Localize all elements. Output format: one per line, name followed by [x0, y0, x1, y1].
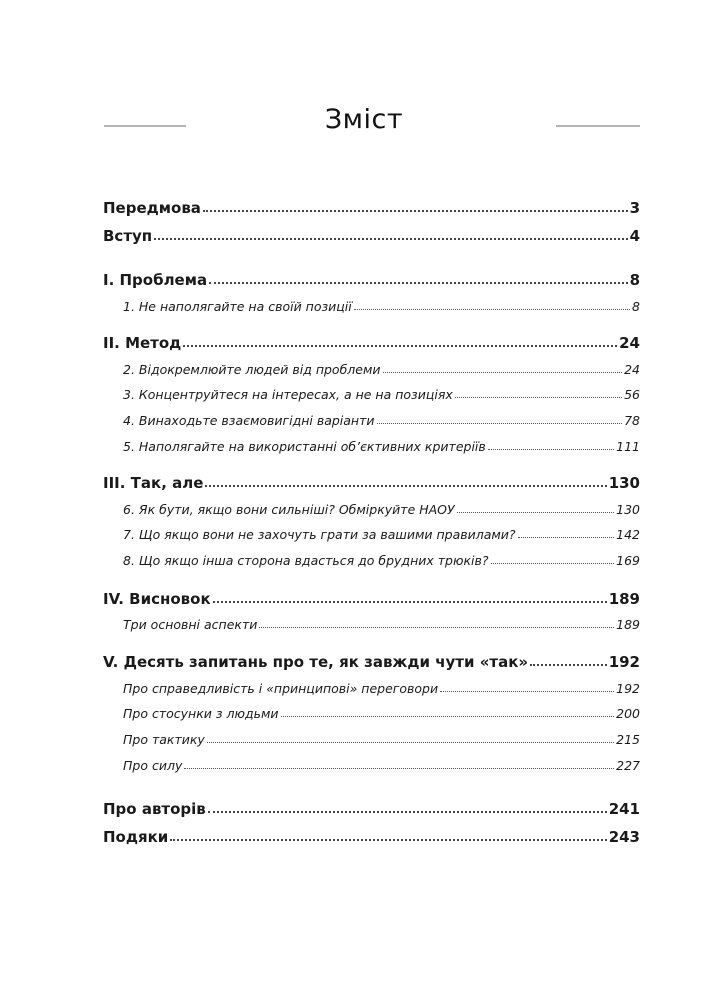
toc-entry-page: 130 — [616, 502, 640, 517]
toc-entry-page: 192 — [608, 653, 640, 671]
dot-leader — [203, 209, 628, 212]
toc-entry-title: Три основні аспекти — [123, 617, 258, 632]
toc-chapter-8[interactable] — [123, 553, 640, 568]
dot-leader — [205, 484, 606, 487]
toc-entry-page: 142 — [616, 527, 640, 542]
toc-entry-title: 3. Концентруйтеся на інтересах, а не на позиціях — [123, 387, 453, 402]
dot-leader — [530, 663, 607, 666]
dot-leader — [440, 690, 614, 692]
toc-entry-title: 5. Наполягайте на використанні об’єктивних критеріїв — [123, 439, 486, 454]
toc-part-4[interactable] — [103, 590, 640, 608]
toc-entry-page: 200 — [616, 706, 640, 721]
toc-entry-page: 241 — [608, 800, 640, 818]
toc-entry-title: V. Десять запитань про те, як завжди чути «так» — [103, 653, 529, 671]
toc-entry-title: 4. Винаходьте взаємовигідні варіанти — [123, 413, 375, 428]
dot-leader — [457, 511, 615, 513]
toc-entry-title: 2. Відокремлюйте людей від проблеми — [123, 362, 381, 377]
toc-entry-preface[interactable] — [103, 199, 640, 217]
toc-question-power[interactable] — [123, 758, 640, 773]
toc-entry-page: 227 — [616, 758, 640, 773]
toc-entry-page: 24 — [619, 334, 640, 352]
toc-entry-title: 6. Як бути, якщо вони сильніші? Обміркуйте НАОУ — [123, 502, 455, 517]
toc-entry-title: III. Так, але — [103, 474, 204, 492]
toc-entry-page: 8 — [629, 271, 640, 289]
toc-entry-page: 192 — [616, 681, 640, 696]
toc-part-3[interactable] — [103, 474, 640, 492]
page-title: Зміст — [324, 104, 404, 135]
dot-leader — [184, 767, 614, 769]
toc-chapter-6[interactable] — [123, 502, 640, 517]
toc-chapter-4[interactable] — [123, 413, 640, 428]
toc-entry-page: 169 — [616, 553, 640, 568]
dot-leader — [354, 308, 630, 310]
dot-leader — [281, 715, 615, 717]
toc-question-relationships[interactable] — [123, 706, 640, 721]
dot-leader — [377, 422, 623, 424]
toc-entry-title: Про тактику — [123, 732, 205, 747]
dot-leader — [259, 626, 614, 628]
toc-entry-page: 3 — [629, 199, 640, 217]
dot-leader — [170, 838, 606, 841]
toc-entry-page: 243 — [608, 828, 640, 846]
toc-entry-title: 8. Що якщо інша сторона вдасться до брудних трюків? — [123, 553, 489, 568]
dot-leader — [488, 448, 614, 450]
toc-part-1[interactable] — [103, 271, 640, 289]
toc-entry-acknowledgments[interactable] — [103, 828, 640, 846]
dot-leader — [209, 281, 627, 284]
toc-entry-title: Про справедливість і «принципові» переговори — [123, 681, 439, 696]
dot-leader — [455, 396, 622, 398]
toc-entry-title: IV. Висновок — [103, 590, 211, 608]
toc-entry-title: Подяки — [103, 828, 169, 846]
toc-entry-page: 189 — [616, 617, 640, 632]
toc-entry-title: Передмова — [103, 199, 201, 217]
toc-entry-page: 215 — [616, 732, 640, 747]
dot-leader — [383, 371, 623, 373]
dot-leader — [183, 344, 617, 347]
toc-question-fairness[interactable] — [123, 681, 640, 696]
toc-entry-title: Про авторів — [103, 800, 206, 818]
dot-leader — [518, 536, 615, 538]
toc-chapter-7[interactable] — [123, 527, 640, 542]
toc-chapter-conclusion[interactable] — [123, 617, 640, 632]
toc-entry-page: 24 — [624, 362, 640, 377]
title-rule-right — [556, 125, 640, 127]
toc-entry-title: Вступ — [103, 227, 153, 245]
title-row — [0, 104, 728, 144]
toc-entry-title: Про стосунки з людьми — [123, 706, 279, 721]
toc-entry-title: 1. Не наполягайте на своїй позиції — [123, 299, 352, 314]
toc-entry-page: 78 — [624, 413, 640, 428]
toc-entry-title: 7. Що якщо вони не захочуть грати за вашими правилами? — [123, 527, 516, 542]
toc-chapter-5[interactable] — [123, 439, 640, 454]
dot-leader — [208, 810, 607, 813]
toc-entry-title: Про силу — [123, 758, 183, 773]
dot-leader — [207, 741, 614, 743]
toc-entry-page: 8 — [632, 299, 640, 314]
toc-part-2[interactable] — [103, 334, 640, 352]
toc-entry-introduction[interactable] — [103, 227, 640, 245]
toc-entry-page: 111 — [616, 439, 640, 454]
toc-entry-about-authors[interactable] — [103, 800, 640, 818]
toc-chapter-1[interactable] — [123, 299, 640, 314]
toc-entry-page: 56 — [624, 387, 640, 402]
toc-entry-page: 130 — [608, 474, 640, 492]
toc-entry-title: II. Метод — [103, 334, 182, 352]
toc-part-5[interactable] — [103, 653, 640, 671]
dot-leader — [213, 600, 607, 603]
toc-chapter-2[interactable] — [123, 362, 640, 377]
toc-chapter-3[interactable] — [123, 387, 640, 402]
toc-entry-title: I. Проблема — [103, 271, 208, 289]
toc-entry-page: 4 — [629, 227, 640, 245]
dot-leader — [154, 237, 627, 240]
dot-leader — [491, 562, 615, 564]
toc-entry-page: 189 — [608, 590, 640, 608]
toc-question-tactics[interactable] — [123, 732, 640, 747]
